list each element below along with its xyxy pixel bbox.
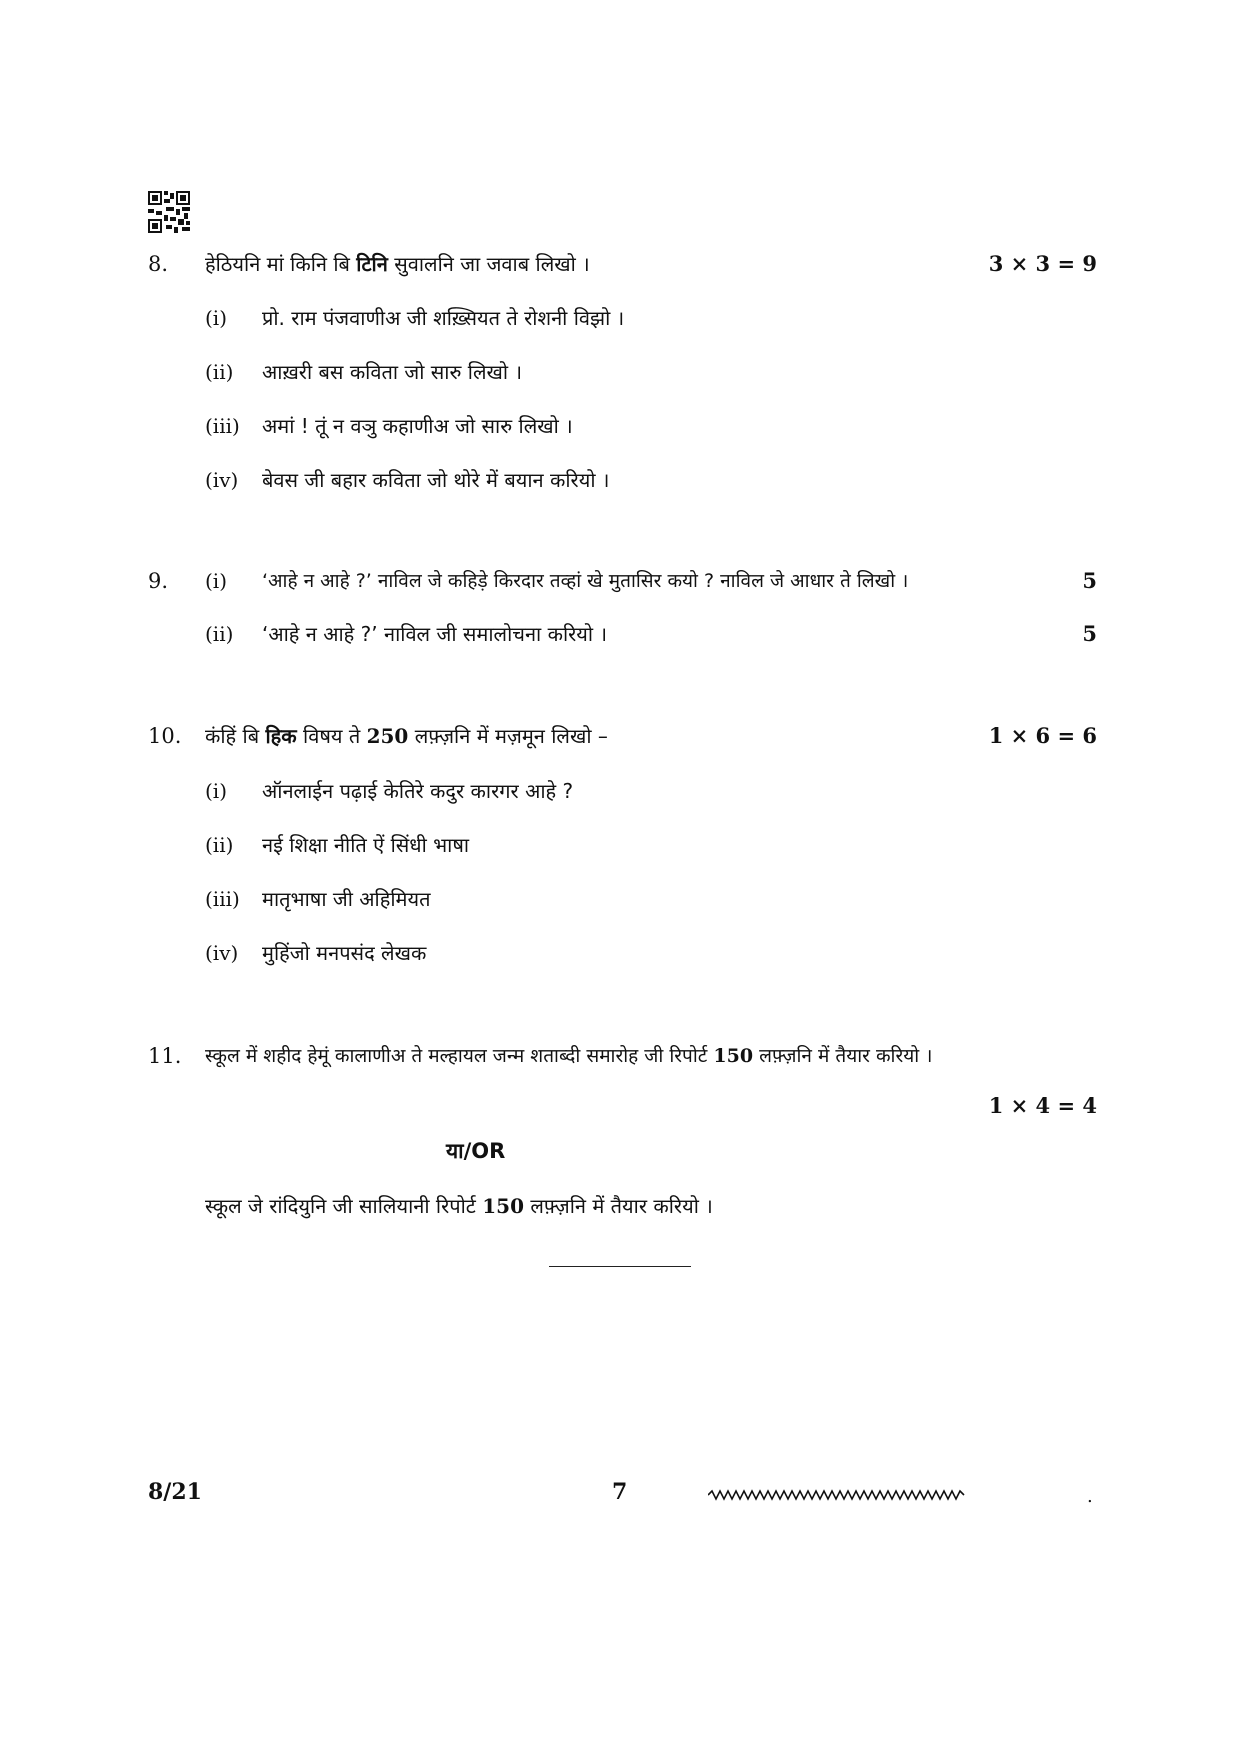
- page-number: 7: [612, 1479, 628, 1505]
- question-10-marks: 1 × 6 = 6: [988, 723, 1097, 748]
- paper-code: 8/21: [148, 1479, 202, 1505]
- footer-dot: .: [1087, 1486, 1093, 1507]
- item-label: (i): [205, 569, 228, 593]
- question-number: 8.: [148, 252, 169, 276]
- item-text: ऑनलाईन पढ़ाई केतिरे कदुर कारगर आहे ?: [262, 779, 574, 803]
- question-number: 11.: [148, 1044, 182, 1068]
- item-text: आख़री बस कविता जो सारु लिखो ।: [262, 360, 523, 384]
- item-label: (i): [205, 306, 228, 330]
- item-label: (ii): [205, 833, 234, 857]
- item-label: (iii): [205, 887, 240, 911]
- item-marks: 5: [1082, 621, 1097, 646]
- qr-code-icon: [148, 191, 190, 233]
- item-label: (iii): [205, 414, 240, 438]
- item-text: बेवस जी बहार कविता जो थोरे में बयान करियो ।: [262, 468, 610, 492]
- question-number: 9.: [148, 569, 169, 593]
- item-label: (iv): [205, 468, 239, 492]
- item-marks: 5: [1082, 568, 1097, 593]
- question-8-marks: 3 × 3 = 9: [988, 251, 1097, 276]
- question-8-text: हेठियनि मां किनि बि टिनि सुवालनि जा जवाब लिखो ।: [205, 252, 590, 276]
- wavy-line-icon: [708, 1488, 968, 1502]
- item-label: (ii): [205, 622, 234, 646]
- item-text: नई शिक्षा नीति ऐं सिंधी भाषा: [262, 833, 470, 857]
- item-text: ‘आहे न आहे ?’ नाविल जे कहिड़े किरदार तव्हां खे मुतासिर कयो ? नाविल जे आधार ते लिखो ।: [262, 570, 909, 592]
- item-text: ‘आहे न आहे ?’ नाविल जी समालोचना करियो ।: [262, 622, 608, 646]
- question-11-text: स्कूल में शहीद हेमूं कालाणीअ ते मल्हायल जन्म शताब्दी समारोह जी रिपोर्ट 150 लफ़्ज़नि में तैयार करियो ।: [205, 1045, 933, 1067]
- question-11-alternative-text: स्कूल जे रांदियुनि जी सालियानी रिपोर्ट 150 लफ़्ज़नि में तैयार करियो ।: [205, 1194, 713, 1218]
- item-label: (iv): [205, 941, 239, 965]
- question-number: 10.: [148, 724, 182, 748]
- item-text: अमां ! तूं न वञु कहाणीअ जो सारु लिखो ।: [262, 414, 573, 438]
- item-text: प्रो. राम पंजवाणीअ जी शख़्सियत ते रोशनी विझो ।: [262, 306, 625, 330]
- item-label: (i): [205, 779, 228, 803]
- end-rule: [549, 1266, 691, 1267]
- question-10-text: कंहिं बि हिक विषय ते 250 लफ़्ज़नि में मज़मून लिखो –: [205, 724, 608, 748]
- item-text: मातृभाषा जी अहिमियत: [262, 887, 431, 911]
- item-text: मुहिंजो मनपसंद लेखक: [262, 941, 427, 965]
- item-label: (ii): [205, 360, 234, 384]
- question-11-marks: 1 × 4 = 4: [988, 1093, 1097, 1118]
- or-separator: या/OR: [446, 1139, 506, 1163]
